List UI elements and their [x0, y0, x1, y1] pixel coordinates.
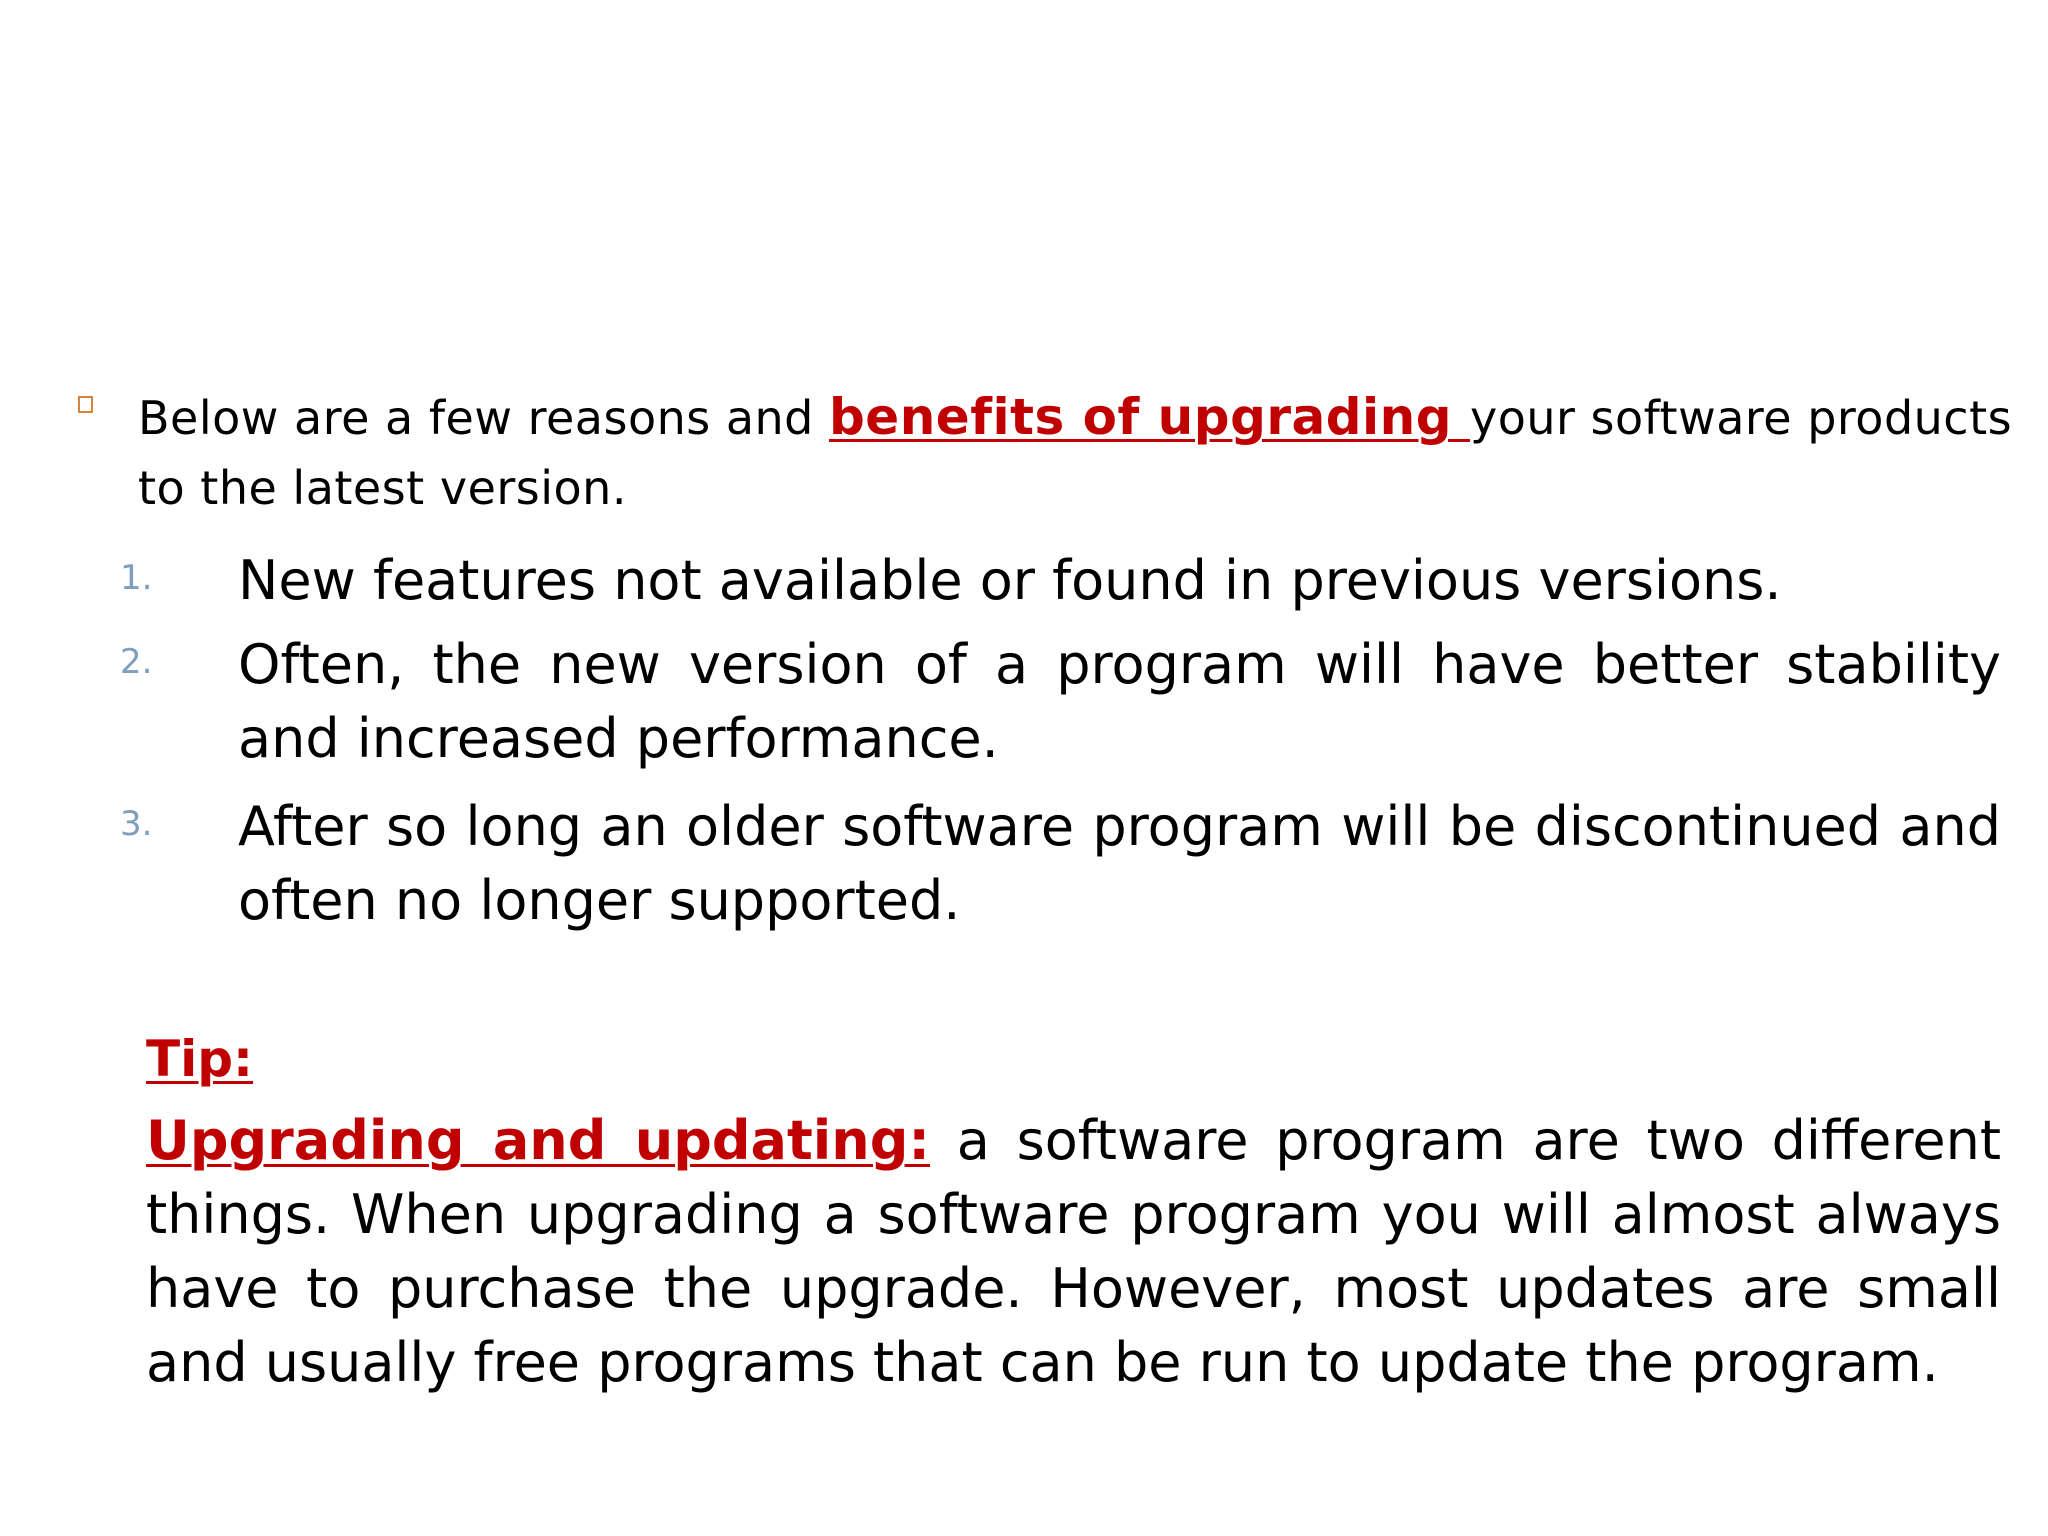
intro-text [138, 382, 2048, 523]
list-item-text: New features not available or found in previous versions. [238, 549, 1782, 612]
tip-label: Tip: [146, 1030, 254, 1088]
tip-paragraph [146, 1104, 2001, 1400]
intro-text-after: your software products to the latest version. [138, 391, 2013, 515]
list-number: 2. [120, 642, 153, 682]
list-item-text: Often, the new version of a program will have better stability and increased performance. [238, 633, 2001, 770]
intro-text-before: Below are a few reasons and [138, 391, 829, 445]
benefits-link[interactable]: benefits of upgrading [829, 388, 1470, 446]
list-number: 1. [120, 558, 153, 598]
square-bullet-icon [78, 396, 93, 413]
list-item-text: After so long an older software program will be discontinued and often no longer supported. [238, 795, 2001, 932]
tip-body: a software program are two different things. When upgrading a software program you will almost always have to purchase the upgrade. However, most updates are small and usually free programs that can be run to update the program. [146, 1109, 2001, 1394]
list-number: 3. [120, 804, 153, 844]
tip-heading-link[interactable]: Upgrading and updating: [146, 1109, 930, 1172]
